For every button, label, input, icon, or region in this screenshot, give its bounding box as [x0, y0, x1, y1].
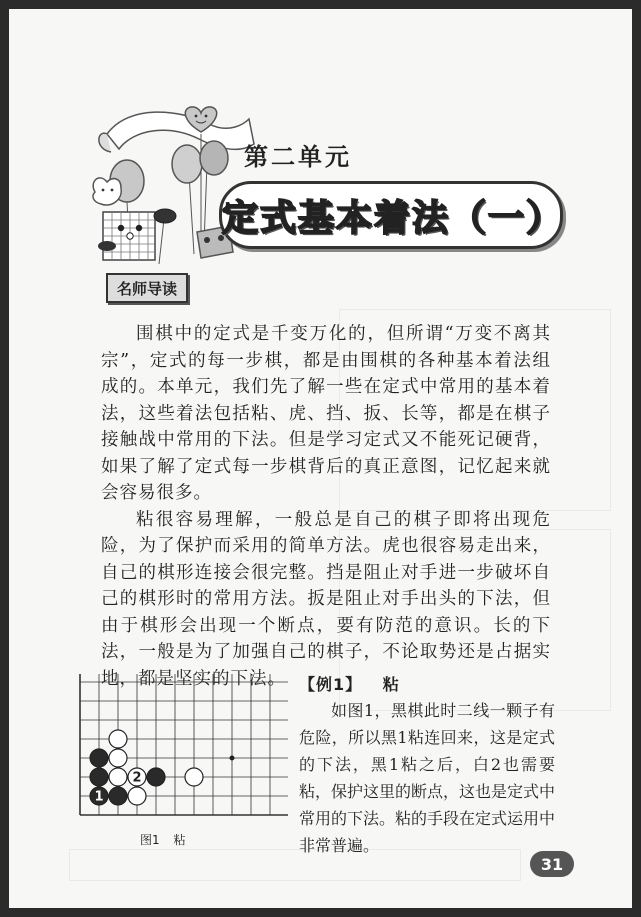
white-stone — [109, 749, 127, 767]
example-paragraph: 如图1，黑棋此时二线一颗子有危险，所以黑1粘连回来，这是定式的下法，黑1粘之后，白2也需要粘，保护这里的断点，这也是定式中常用的下法。粘的手段在定式运用中非常普遍。 — [299, 701, 556, 855]
stone-number-label: 2 — [132, 770, 142, 786]
black-stone — [109, 787, 127, 805]
intro-text — [101, 321, 551, 692]
white-stone — [185, 768, 203, 786]
example-topic: 粘 — [382, 675, 400, 694]
unit-title: 定式基本着法（一） — [222, 197, 565, 239]
stone-number-label: 1 — [94, 789, 104, 805]
unit-label: 第二单元 — [244, 143, 352, 171]
star-point — [230, 756, 235, 761]
stone-bowl-icon — [154, 209, 176, 223]
intro-paragraph: 粘很容易理解，一般总是自己的棋子即将出现危险，为了保护而采用的简单方法。虎也很容易走出来，自己的棋形连接会很完整。挡是阻止对手进一步破坏自己的棋形时的常用方法。扳是阻止对手出头的下法，但由于棋形会出现一个断点，要有防范的意识。长的下法，一般是为了加强自己的棋子，不论取势还是占据实地，都是坚实的下法。 — [101, 509, 551, 689]
balloon-icon — [172, 145, 202, 183]
example-heading — [299, 672, 400, 695]
section-badge: 名师导读 — [106, 273, 188, 303]
example-text — [299, 697, 555, 859]
go-diagram — [72, 674, 288, 829]
unit-title-banner — [219, 181, 563, 249]
page-number: 31 — [530, 851, 574, 877]
black-stone — [90, 768, 108, 786]
figure-caption — [140, 831, 185, 848]
black-stone — [147, 768, 165, 786]
white-stone — [109, 730, 127, 748]
balloon-icon — [200, 141, 228, 175]
intro-paragraph: 围棋中的定式是千变万化的，但所谓“万变不离其宗”，定式的每一步棋，都是由围棋的各种基本着法组成的。本单元，我们先了解一些在定式中常用的基本着法，这些着法包括粘、虎、挡、扳、长等，都是在棋子接触战中常用的下法。但是学习定式又不能死记硬背，如果了解了定式每一步棋背后的真正意图，记忆起来就会容易很多。 — [101, 324, 551, 503]
figure-caption-topic: 粘 — [173, 833, 186, 847]
example-label: 【例1】 — [299, 675, 363, 694]
white-stone — [128, 787, 146, 805]
ribbon-scroll — [107, 112, 254, 149]
white-stone — [109, 768, 127, 786]
black-stone — [90, 749, 108, 767]
figure-caption-number: 图1 — [140, 833, 160, 847]
bear-icon — [93, 178, 121, 205]
book-page — [9, 9, 632, 908]
